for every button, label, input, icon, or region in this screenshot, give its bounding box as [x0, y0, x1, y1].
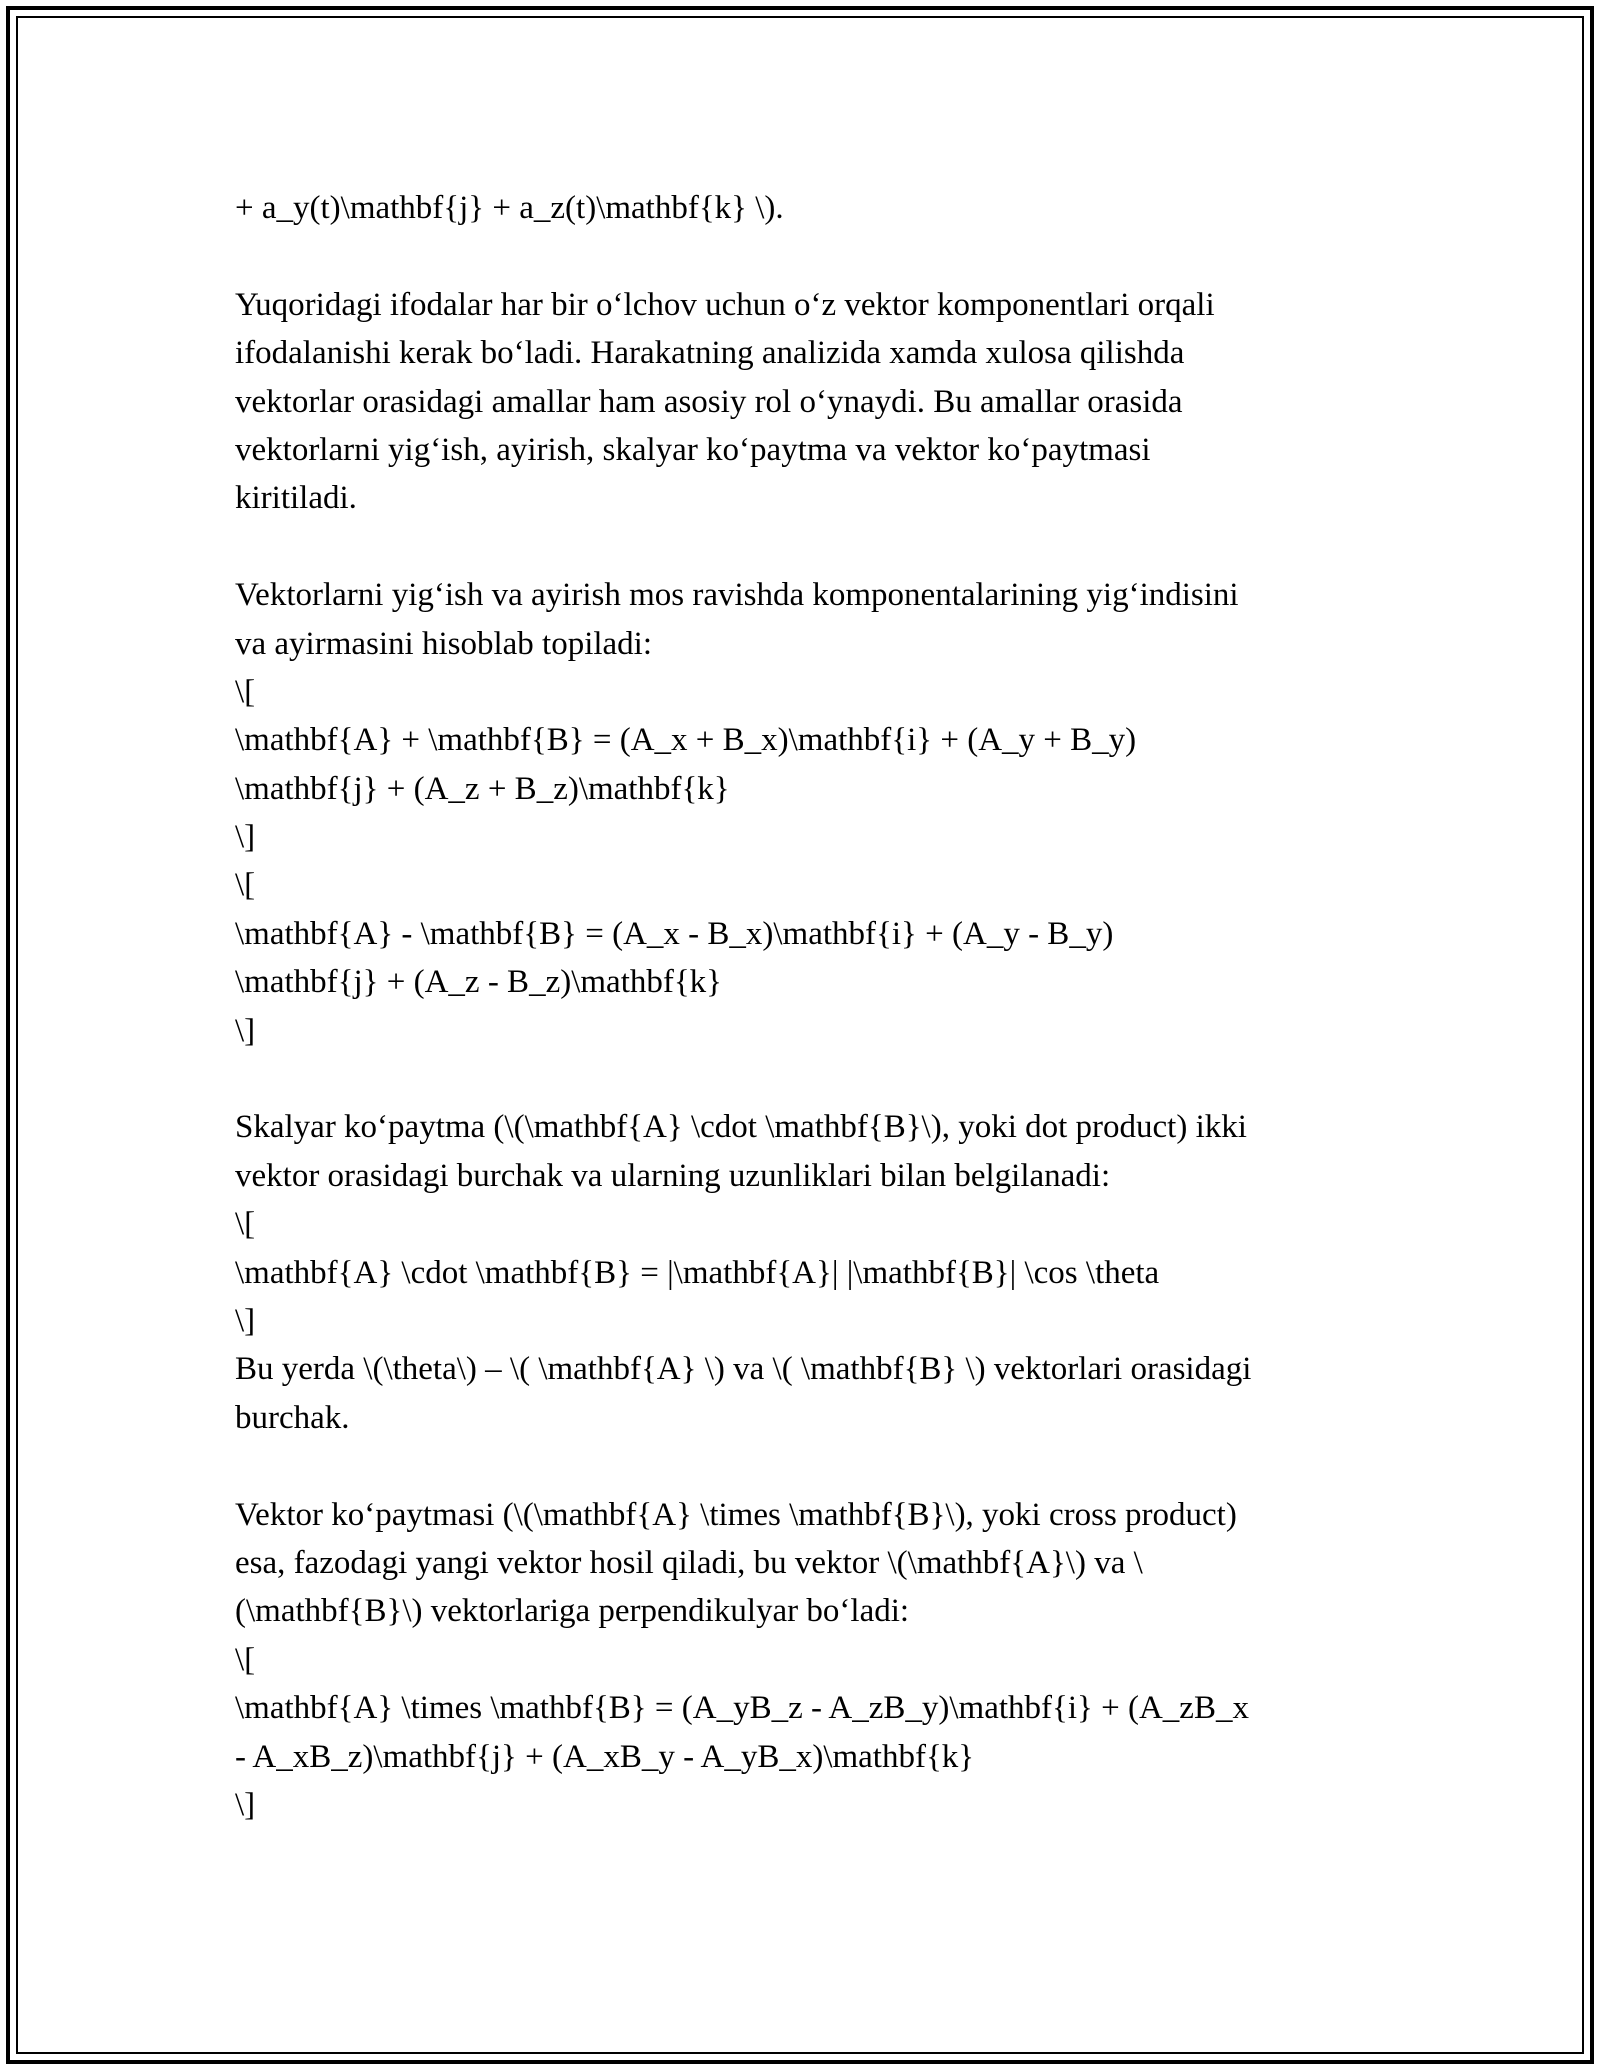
text-line: Bu yerda \(\theta\) – \( \mathbf{A} \) va \( \mathbf{B} \) vektorlari orasidagi — [235, 1351, 1252, 1388]
paragraph-gap — [235, 1055, 1365, 1103]
document-body — [235, 184, 1365, 1829]
text-line: va ayirmasini hisoblab topiladi: — [235, 625, 653, 662]
text-line: vektorlar orasidagi amallar ham asosiy rol o‘ynaydi. Bu amallar orasida — [235, 383, 1183, 420]
formula-line: \mathbf{A} \cdot \mathbf{B} = |\mathbf{A}| |\mathbf{B}| \cos \theta — [235, 1254, 1160, 1291]
formula-close: \] — [235, 819, 256, 856]
paragraph-gap — [235, 523, 1365, 571]
formula-close: \] — [235, 1786, 256, 1823]
text-line: vektorlarni yig‘ish, ayirish, skalyar ko‘paytma va vektor ko‘paytmasi — [235, 431, 1151, 468]
paragraph-gap — [235, 232, 1365, 280]
formula-line: \mathbf{A} + \mathbf{B} = (A_x + B_x)\mathbf{i} + (A_y + B_y) — [235, 722, 1137, 759]
text-line: burchak. — [235, 1399, 350, 1436]
text-line: Yuqoridagi ifodalar har bir o‘lchov uchun o‘z vektor komponentlari orqali — [235, 286, 1215, 323]
text-line: (\mathbf{B}\) vektorlariga perpendikulyar bo‘ladi: — [235, 1593, 910, 1630]
text-line: ifodalanishi kerak bo‘ladi. Harakatning analizida xamda xulosa qilishda — [235, 335, 1185, 372]
formula-line: \mathbf{j} + (A_z + B_z)\mathbf{k} — [235, 770, 730, 807]
text-line: esa, fazodagi yangi vektor hosil qiladi, bu vektor \(\mathbf{A}\) va \ — [235, 1544, 1143, 1581]
formula-open: \[ — [235, 1641, 256, 1678]
text-line: kiritiladi. — [235, 480, 357, 517]
text-line: Skalyar ko‘paytma (\(\mathbf{A} \cdot \mathbf{B}\), yoki dot product) ikki — [235, 1109, 1247, 1146]
formula-line: \mathbf{A} - \mathbf{B} = (A_x - B_x)\mathbf{i} + (A_y - B_y) — [235, 915, 1114, 952]
formula-open: \[ — [235, 1206, 256, 1243]
formula-close: \] — [235, 1302, 256, 1339]
text-line: vektor orasidagi burchak va ularning uzunliklari bilan belgilanadi: — [235, 1157, 1111, 1194]
text-line: + a_y(t)\mathbf{j} + a_z(t)\mathbf{k} \). — [235, 190, 784, 226]
formula-line: \mathbf{j} + (A_z - B_z)\mathbf{k} — [235, 964, 723, 1001]
formula-line: \mathbf{A} \times \mathbf{B} = (A_yB_z - A_zB_y)\mathbf{i} + (A_zB_x — [235, 1690, 1249, 1727]
formula-line: - A_xB_z)\mathbf{j} + (A_xB_y - A_yB_x)\mathbf{k} — [235, 1738, 975, 1775]
text-line: Vektorlarni yig‘ish va ayirish mos ravishda komponentalarining yig‘indisini — [235, 577, 1239, 614]
formula-close: \] — [235, 1012, 256, 1049]
formula-open: \[ — [235, 867, 256, 904]
text-line: Vektor ko‘paytmasi (\(\mathbf{A} \times \mathbf{B}\), yoki cross product) — [235, 1496, 1237, 1533]
paragraph-gap — [235, 1442, 1365, 1490]
formula-open: \[ — [235, 673, 256, 710]
